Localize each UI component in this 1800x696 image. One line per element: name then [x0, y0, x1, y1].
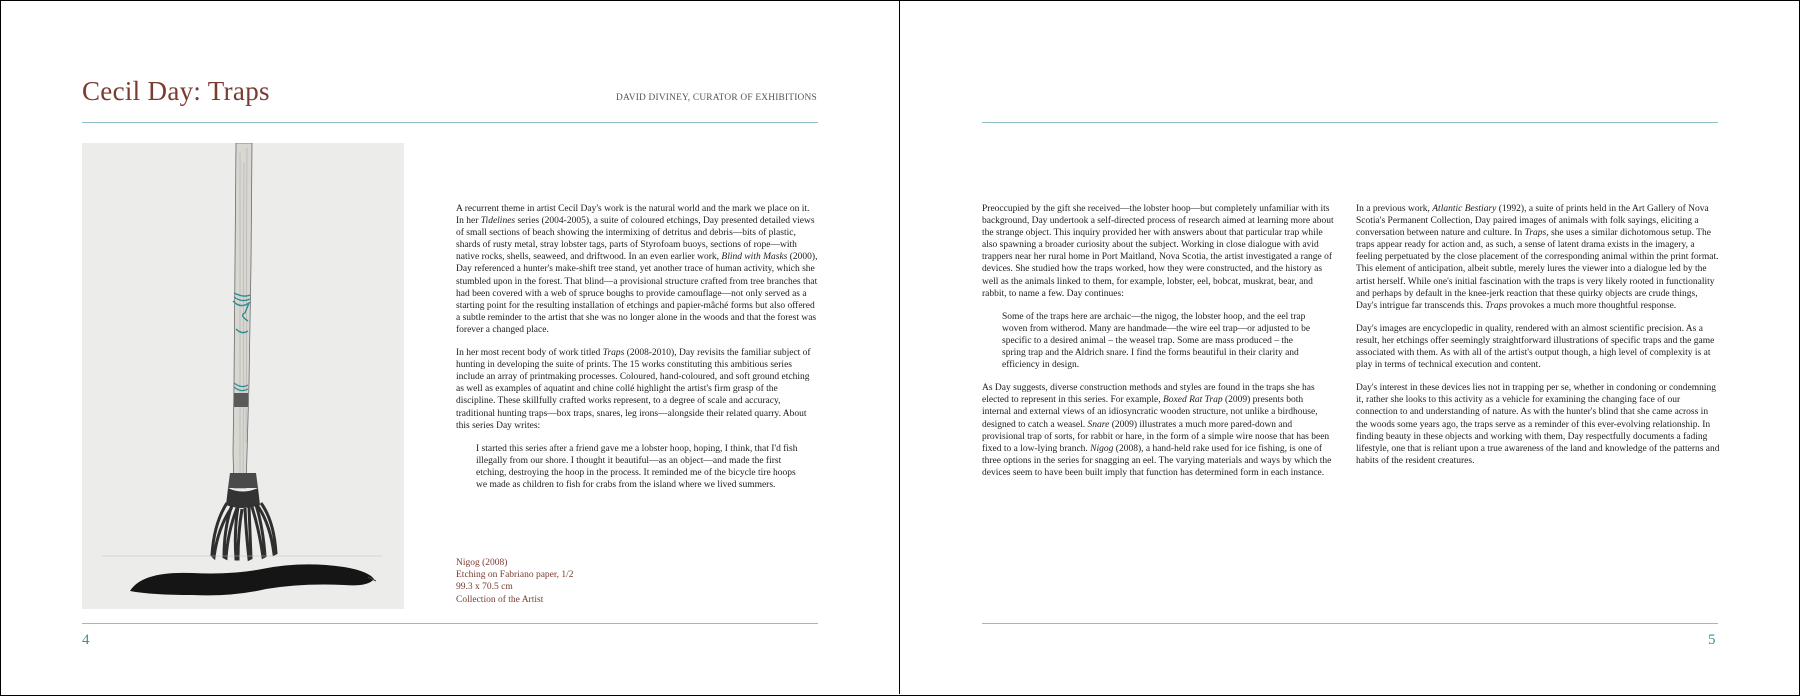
work-title: Atlantic Bestiary — [1432, 204, 1497, 214]
paragraph: In her most recent body of work titled Traps (2008-2010), Day revisits the familiar subject of hunting in developing the suite of prints. The 15 works constituting this ambitious series include an array of printmaking processes. Coloured, hand-coloured, and soft ground etching as well as examples of aquatint and chine collé highlight the artist's firm grasp of the discipline. These skillfully crafted works represent, to a degree of scale and accuracy, traditional hunting traps—box traps, snares, leg irons—alongside their related quarry. About this series Day writes: — [456, 348, 811, 431]
caption-dimensions: 99.3 x 70.5 cm — [456, 582, 513, 593]
paragraph: A recurrent theme in artist Cecil Day's work is the natural world and the mark we place on it. In her Tidelines series (2004-2005), a suite of coloured etchings, Day presented detailed views of small sections of beach showing the intermixing of detritus and debris—bits of plastic, shards of rusty metal, stray lobster tags, parts of Styrofoam buoys, sections of rope—with native rocks, shells, seaweed, and driftwood. In an even earlier work, Blind with Masks (2000), Day referenced a hunter's make-shift tree stand, yet another trace of human activity, which she stumbled upon in the forest. That blind—a provisional structure crafted from tree branches that had been covered with a web of spruce boughs to provide camouflage—not only served as a starting point for the resulting installation of etchings and papier-mâché forms but also offered a subtle reminder to the artist that she was no longer alone in the woods and that the forest was forever a changed place. — [456, 204, 818, 335]
page-title: Cecil Day: Traps — [82, 76, 270, 106]
artist-quote: Some of the traps here are archaic—the nigog, the lobster hoop, and the eel trap woven from witherod. Many are handmade—the wire eel trap—or adjusted to be specific to a desired animal – the weasel trap. Some are mass produced – the spring trap and the Aldrich snare. I find the forms beautiful in their clarity and efficiency in design. — [1002, 311, 1311, 371]
artist-quote: I started this series after a friend gave me a lobster hoop, hoping, I think, that I'd fish illegally from our shore. I thought it beautiful—as an object—and made the first etching, destroying the hoop in the process. It reminded me of the bicycle tire hoops we made as children to fish for crabs from the island where we lived summers. — [476, 443, 798, 490]
work-title: Blind with Masks — [721, 252, 788, 263]
paragraph: Day's images are encyclopedic in quality, rendered with an almost scientific precision. As a result, her etchings offer seemingly straightforward illustrations of specific traps and the game associated with them. As with all of the artist's output though, a high level of complexity is at play in terms of technical execution and content. — [1356, 323, 1715, 371]
nigog-eel-etching-image — [82, 143, 404, 609]
left-page — [0, 0, 899, 694]
work-title: Tidelines — [480, 216, 516, 227]
paragraph: Day's interest in these devices lies not in trapping per se, whether in condoning or condemning it, rather she looks to this activity as a vehicle for examining the changing face of our connection to and understanding of nature. As with the hunter's blind that she came across in the woods some years ago, the traps serve as a reminder of this ever-evolving relationship. In finding beauty in these objects and working with them, Day respectfully documents a fading lifestyle, one that is reliant upon a true awareness of the land and knowledge of the patterns and habits of the resident creatures. — [1356, 383, 1720, 466]
paragraph: In a previous work, Atlantic Bestiary (1992), a suite of prints held in the Art Gallery of Nova Scotia's Permanent Collection, Day paired images of animals with folk sayings, eliciting a conversation between nature and culture. In Traps, she uses a similar dichotomous setup. The traps appear ready for action and, as such, a sense of latent drama exists in the imagery, a feeling perpetuated by the close placement of the corresponding animal within the print format. This element of anticipation, albeit subtle, merely lures the viewer into a dialogue led by the artist herself. While one's initial fascination with the traps is very likely rooted in functionality and perhaps by default in the knee-jerk reaction that these quirky objects are crude things, Day's intrigue far transcends this. Traps provokes a much more thoughtful response. — [1356, 204, 1719, 311]
page-number: 4 — [82, 632, 90, 648]
paragraph: Preoccupied by the gift she received—the lobster hoop—but completely unfamiliar with its background, Day undertook a self-directed process of research aimed at learning more about the strange object. This inquiry provided her with answers about that particular trap while also spawning a broader curiosity about the subject. Working in close dialogue with avid trappers near her rural home in Port Maitland, Nova Scotia, the artist investigated a range of devices. She studied how the traps worked, how they were constructed, and the history as well as the animals linked to them, for example, lobster, eel, bobcat, muskrat, bear, and rabbit, to name a few. Day continues: — [982, 204, 1334, 299]
caption-medium: Etching on Fabriano paper, 1/2 — [456, 570, 574, 581]
work-title: Traps — [1524, 228, 1547, 239]
right-column-a — [982, 203, 1334, 490]
caption-title: Nigog (2008) — [456, 558, 508, 568]
paragraph: As Day suggests, diverse construction methods and styles are found in the traps she has elected to represent in this series. For example, Boxed Rat Trap (2009) presents both internal and external views of an idiosyncratic wooden structure, not unlike a birdhouse, designed to catch a weasel. Snare (2009) illustrates a much more pared-down and provisional trap of sorts, for rabbit or hare, in the form of a simple wire noose that has been fixed to a low-lying branch. Nigog (2008), a hand-held rake used for ice fishing, is one of three options in the series for snagging an eel. The varying materials and ways by which the devices seem to have been built imply that function has determined form in each instance. — [982, 383, 1332, 478]
left-body-text — [456, 203, 818, 502]
work-title: Boxed Rat Trap — [1162, 395, 1223, 406]
curator-byline: DAVID DIVINEY, CURATOR OF EXHIBITIONS — [616, 93, 817, 103]
work-title: Traps — [602, 348, 625, 359]
page-number: 5 — [1708, 632, 1716, 648]
footer-rule — [982, 623, 1718, 624]
right-column-b — [1356, 203, 1720, 478]
header-rule — [82, 122, 818, 123]
right-page — [900, 0, 1798, 694]
header-rule — [982, 122, 1718, 123]
caption-collection: Collection of the Artist — [456, 594, 544, 605]
work-title: Nigog — [1090, 443, 1114, 454]
footer-rule — [82, 623, 818, 624]
artwork-caption — [456, 557, 574, 606]
work-title: Snare — [1087, 419, 1110, 430]
work-title: Traps — [1485, 300, 1508, 311]
